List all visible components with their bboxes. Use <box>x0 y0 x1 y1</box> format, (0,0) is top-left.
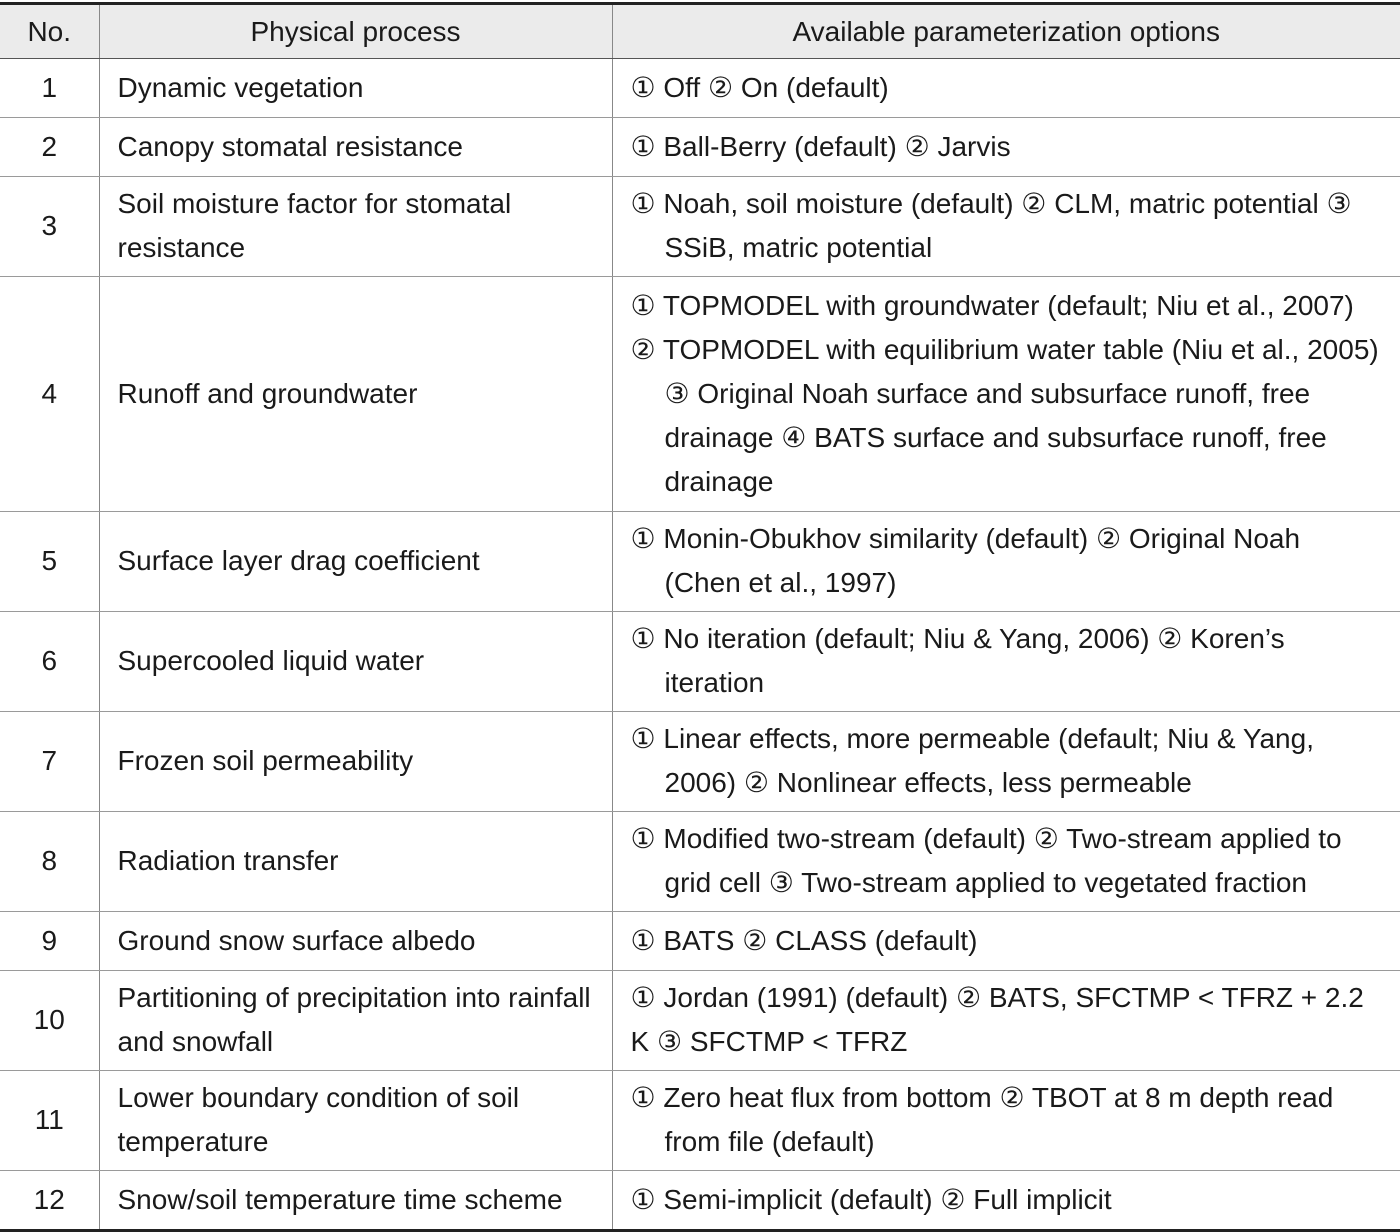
physical-process: Partitioning of precipitation into rainfall and snowfall <box>99 971 612 1071</box>
options-cell <box>612 177 1400 277</box>
physical-process: Supercooled liquid water <box>99 612 612 712</box>
options-text: ① Semi-implicit (default) ② Full implicit <box>630 1183 1112 1215</box>
table-body <box>0 59 1400 1231</box>
options-text: ① Linear effects, more permeable (default; Niu & Yang, 2006) ② Nonlinear effects, less permeable <box>630 723 1314 798</box>
table-row <box>0 59 1400 118</box>
options-text: ① Zero heat flux from bottom ② TBOT at 8 m depth read from file (default) <box>630 1082 1334 1157</box>
row-number: 8 <box>0 812 99 912</box>
row-number: 9 <box>0 912 99 971</box>
physical-process: Surface layer drag coefficient <box>99 512 612 612</box>
table-row <box>0 812 1400 912</box>
table-header <box>0 4 1400 59</box>
header-physical-process: Physical process <box>99 4 612 59</box>
row-number: 5 <box>0 512 99 612</box>
table-row <box>0 1171 1400 1231</box>
row-number: 4 <box>0 277 99 512</box>
row-number: 12 <box>33 1183 65 1215</box>
table-row <box>0 912 1400 971</box>
options-text: ① Jordan (1991) (default) ② BATS, SFCTMP < TFRZ + 2.2 K ③ SFCTMP < TFRZ <box>630 982 1364 1057</box>
table-row <box>0 612 1400 712</box>
row-number: 6 <box>0 612 99 712</box>
row-number: 2 <box>0 118 99 177</box>
options-cell <box>612 59 1400 118</box>
header-no: No. <box>0 4 99 59</box>
physical-process: Soil moisture factor for stomatal resistance <box>99 177 612 277</box>
table-row <box>0 512 1400 612</box>
options-cell <box>612 277 1400 512</box>
table-row <box>0 177 1400 277</box>
options-cell <box>612 812 1400 912</box>
header-row <box>0 4 1400 59</box>
physical-process: Lower boundary condition of soil temperature <box>99 1071 612 1171</box>
options-cell <box>612 712 1400 812</box>
header-options: Available parameterization options <box>612 4 1400 59</box>
options-text: ① Modified two-stream (default) ② Two-stream applied to grid cell ③ Two-stream applied to vegetated fraction <box>630 823 1342 898</box>
options-cell <box>612 1071 1400 1171</box>
options-text: ① Off ② On (default) <box>630 71 889 103</box>
table-row <box>0 118 1400 177</box>
options-text: ① Monin-Obukhov similarity (default) ② Original Noah (Chen et al., 1997) <box>630 523 1301 598</box>
options-cell <box>612 971 1400 1071</box>
physical-process: Canopy stomatal resistance <box>99 118 612 177</box>
row-number: 3 <box>0 177 99 277</box>
row-number: 1 <box>0 59 99 118</box>
physical-process: Radiation transfer <box>99 812 612 912</box>
options-text: ① BATS ② CLASS (default) <box>630 924 978 956</box>
table-row <box>0 1071 1400 1171</box>
options-text: ① TOPMODEL with groundwater (default; Niu et al., 2007) <box>630 289 1354 321</box>
row-number: 7 <box>0 712 99 812</box>
options-cell <box>612 912 1400 971</box>
options-cell <box>612 612 1400 712</box>
physical-process: Snow/soil temperature time scheme <box>99 1171 612 1231</box>
physical-process: Ground snow surface albedo <box>99 912 612 971</box>
table-row <box>0 971 1400 1071</box>
physical-process: Frozen soil permeability <box>99 712 612 812</box>
parameterization-table <box>0 2 1400 1232</box>
options-text: ① No iteration (default; Niu & Yang, 2006) ② Koren’s iteration <box>630 623 1285 698</box>
physical-process: Runoff and groundwater <box>99 277 612 512</box>
row-number: 11 <box>0 1071 99 1171</box>
table-row <box>0 277 1400 512</box>
row-number: 10 <box>0 971 99 1071</box>
options-cell <box>612 512 1400 612</box>
options-text: ① Noah, soil moisture (default) ② CLM, matric potential ③ SSiB, matric potential <box>630 188 1352 263</box>
options-cell <box>612 1171 1400 1231</box>
table-row <box>0 712 1400 812</box>
physical-process: Dynamic vegetation <box>99 59 612 118</box>
options-text: ① Ball-Berry (default) ② Jarvis <box>630 130 1011 162</box>
options-cell <box>612 118 1400 177</box>
options-text-continued: ② TOPMODEL with equilibrium water table (Niu et al., 2005) ③ Original Noah surface and subsurface runoff, free drainage ④ BATS surface and subsurface runoff, free drainage <box>630 333 1379 497</box>
